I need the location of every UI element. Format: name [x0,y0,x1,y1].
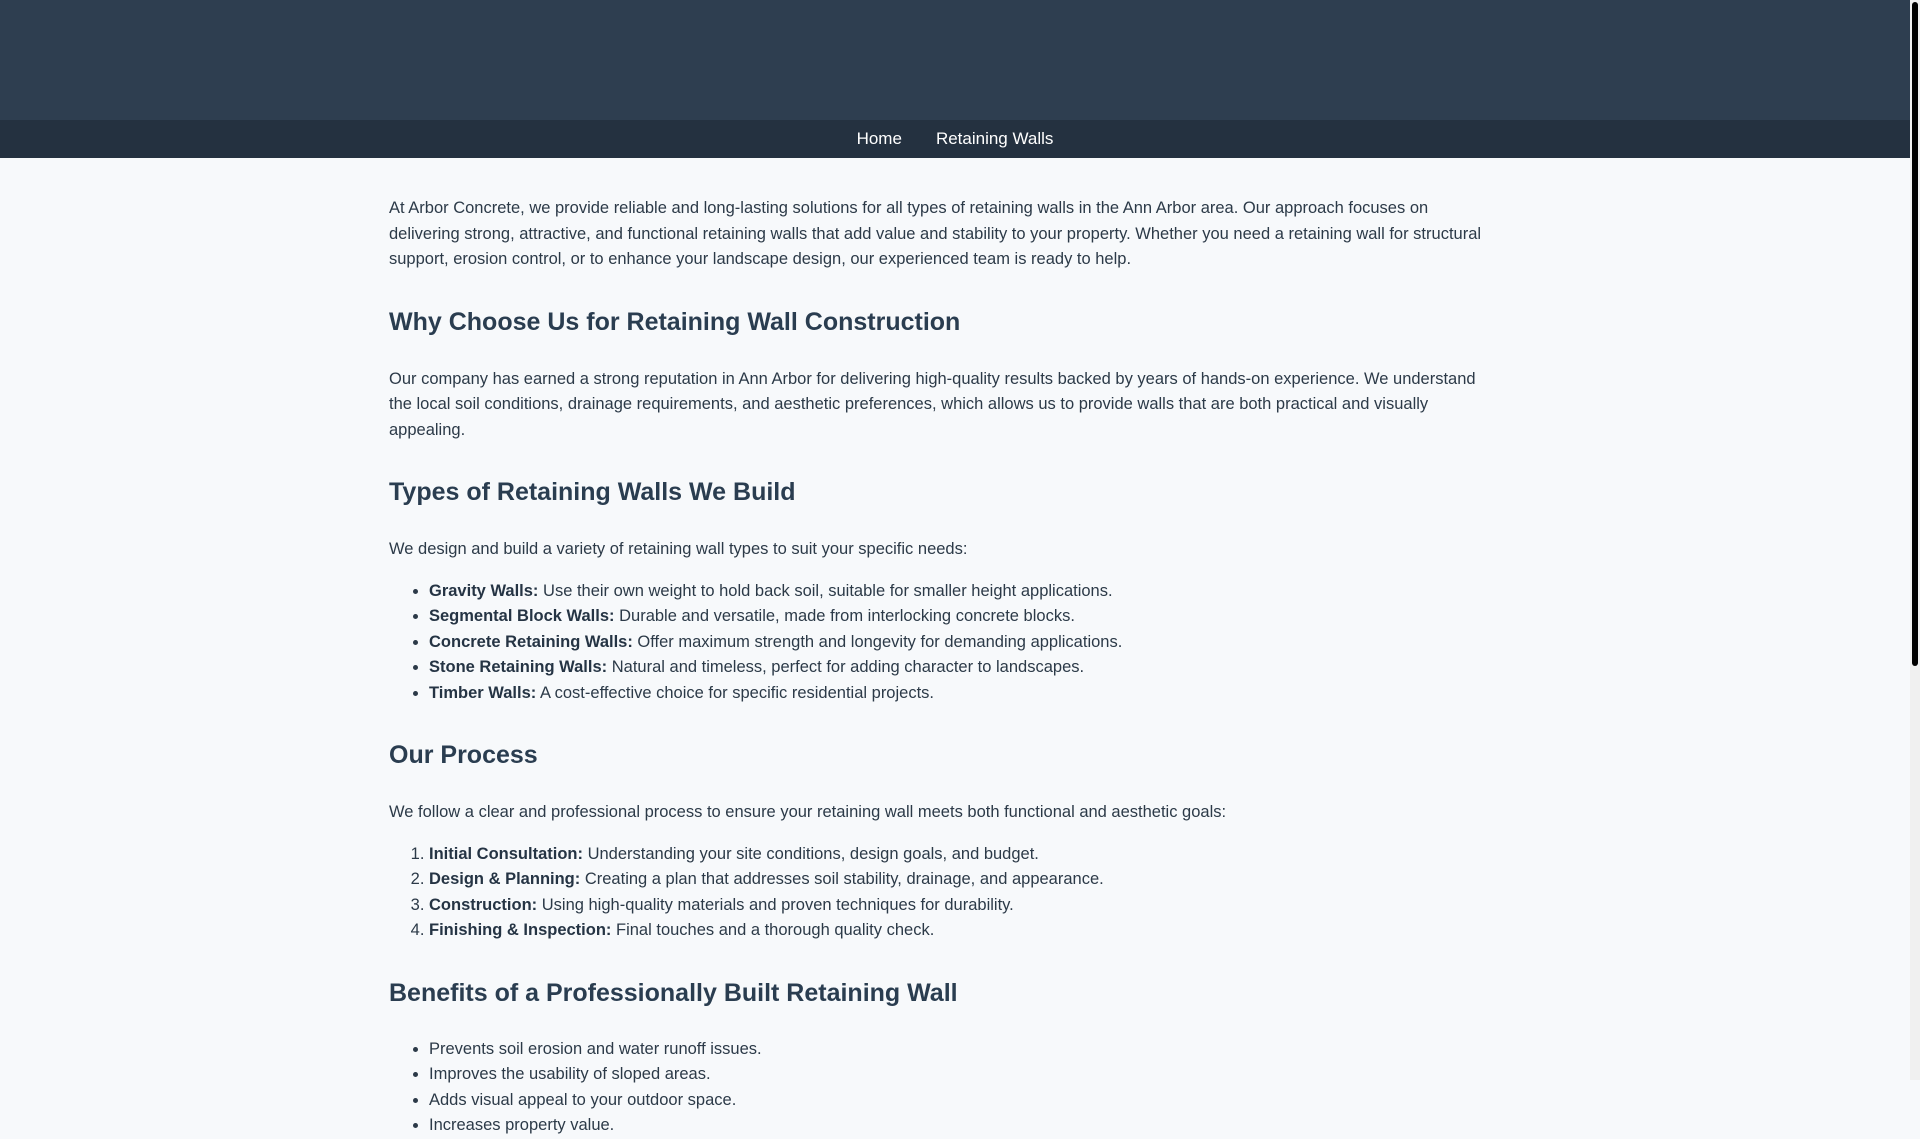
list-item: • Improves the usability of sloped areas. [429,1062,1489,1088]
list-item: 3. Construction: Using high-quality materials and proven techniques for durability. [429,893,1489,919]
benefits-list [389,1037,1489,1139]
nav-link-home[interactable]: Home [856,129,902,148]
intro-paragraph: At Arbor Concrete, we provide reliable and long-lasting solutions for all types of retaining walls in the Ann Arbor area. Our approach focuses on delivering strong, attractive, and functional retaining walls that add value and stability to your property. Whether you need a retaining wall for structural support, erosion control, or to enhance your landscape design, our experienced team is ready to help. [389,199,1482,268]
list-item: • Increases property value. [429,1113,1489,1139]
why-paragraph: Our company has earned a strong reputation in Ann Arbor for delivering high-quality results backed by years of hands-on experience. We understand the local soil conditions, drainage requirements, and aesthetic preferences, which allows us to provide walls that are both practical and visually appealing. [389,369,1476,439]
vertical-scrollbar[interactable] [1910,0,1920,1080]
main-nav [0,120,1910,158]
list-item: • Stone Retaining Walls: Natural and timeless, perfect for adding character to landscapes. [429,655,1489,681]
list-item: • Timber Walls: A cost-effective choice for specific residential projects. [429,681,1489,707]
list-item: • Gravity Walls: Use their own weight to hold back soil, suitable for smaller height applications. [429,579,1489,605]
scrollbar-thumb[interactable] [1912,2,1918,666]
list-item: 2. Design & Planning: Creating a plan that addresses soil stability, drainage, and appearance. [429,867,1489,893]
why-heading: Why Choose Us for Retaining Wall Construction [389,307,961,336]
list-item: 4. Finishing & Inspection: Final touches and a thorough quality check. [429,918,1489,944]
types-intro: We design and build a variety of retaining wall types to suit your specific needs: [389,540,968,558]
list-item: • Segmental Block Walls: Durable and versatile, made from interlocking concrete blocks. [429,604,1489,630]
process-list [389,842,1489,944]
types-heading: Types of Retaining Walls We Build [389,478,796,506]
list-item: • Adds visual appeal to your outdoor space. [429,1088,1489,1114]
process-heading: Our Process [389,741,538,769]
main-content [389,158,1489,1139]
benefits-heading: Benefits of a Professionally Built Retaining Wall [389,978,958,1007]
site-header [0,0,1910,120]
process-intro: We follow a clear and professional process to ensure your retaining wall meets both functional and aesthetic goals: [389,803,1227,821]
list-item: • Prevents soil erosion and water runoff issues. [429,1037,1489,1063]
list-item: • Concrete Retaining Walls: Offer maximum strength and longevity for demanding applications. [429,630,1489,656]
nav-link-retaining-walls[interactable]: Retaining Walls [935,129,1054,148]
list-item: 1. Initial Consultation: Understanding your site conditions, design goals, and budget. [429,842,1489,868]
types-list [389,579,1489,707]
